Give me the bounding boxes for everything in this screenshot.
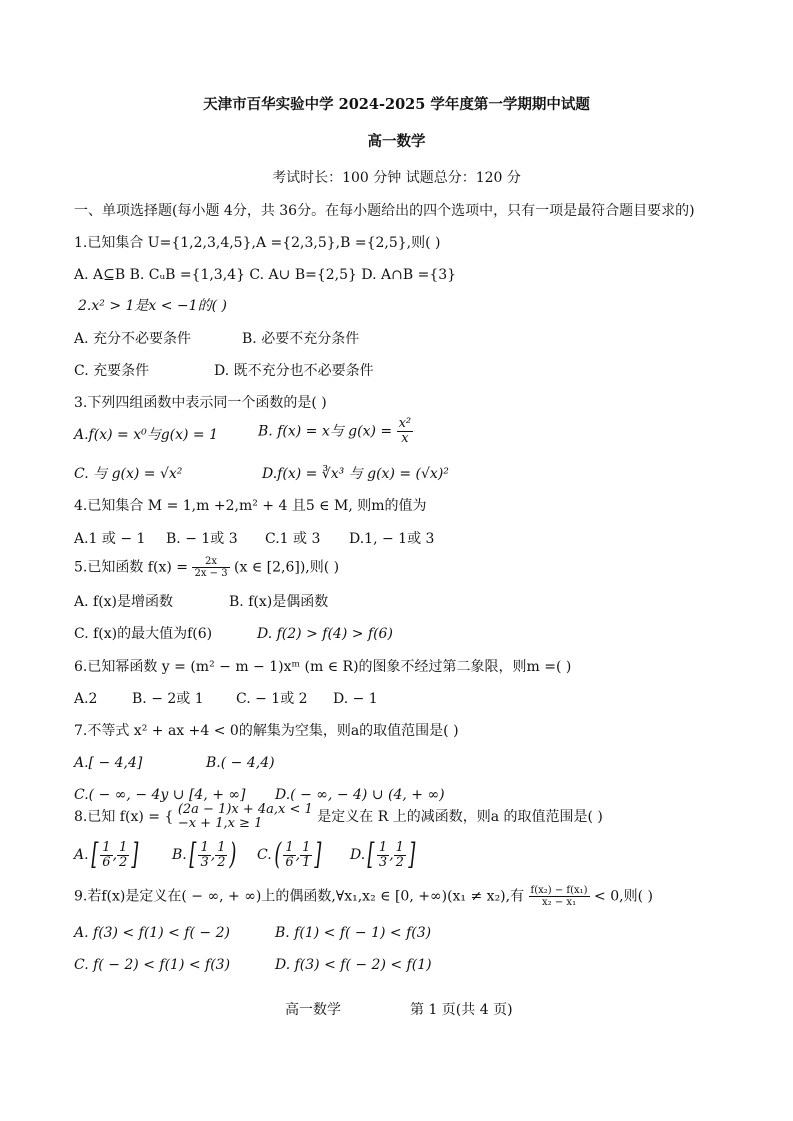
q8-option-b: B.[ $\frac{1}{3}$ , $\frac{1}{2}$ ) (172, 837, 237, 872)
q8-c-num1: 1 (285, 839, 294, 855)
q8-option-a-label: A. (74, 847, 89, 863)
q8-a-num2: 1 (119, 839, 128, 855)
q9-fraction-numerator: f(x₂) − f(x₁) (530, 885, 588, 896)
q8-c-num2: 1 (302, 839, 311, 855)
q2-option-d: D. 既不充分也不必要条件 (214, 363, 374, 379)
q6-option-b: B. − 2或 1 (132, 691, 204, 707)
q7-option-a: A.[ − 4,4] (74, 755, 143, 771)
q8-piecewise (178, 803, 313, 831)
q9-fraction (529, 885, 590, 908)
subject-title: 高一数学 (367, 133, 426, 150)
q8-c-den2: 1 (302, 854, 311, 870)
q8-stem (74, 803, 603, 831)
q4-stem: 4.已知集合 M = 1,m +2,m² + 4 且5 ∈ M, 则m的值为 (74, 498, 427, 514)
q5-option-d: D. f(2) > f(4) > f(6) (257, 626, 393, 642)
q3-option-a: A.f(x) = x⁰与g(x) = 1 (74, 427, 219, 443)
q8-option-d-label: D. (350, 847, 366, 863)
q9-option-c: C. f( − 2) < f(1) < f(3) (74, 957, 231, 973)
q1-stem: 1.已知集合 U={1,2,3,4,5},A ={2,3,5},B ={2,5},则( ) (74, 235, 441, 251)
q8-option-b-label: B. (172, 847, 187, 863)
q8-option-d: D.[ $\frac{1}{3}$ , $\frac{1}{2}$ ] (350, 837, 416, 872)
q8-a-num1: 1 (102, 839, 111, 855)
q6-stem: 6.已知幂函数 y = (m² − m − 1)xᵐ (m ∈ R)的图象不经过第二象限，则m =( ) (74, 659, 572, 675)
q8-d-num1: 1 (378, 839, 388, 855)
q4-option-d: D.1, − 1或 3 (349, 531, 435, 547)
q8-option-c: C.( $\frac{1}{6}$ , $\frac{1}{1}$ ] (257, 837, 322, 872)
q8-b-den1: 3 (200, 854, 209, 870)
q7-stem: 7.不等式 x² + ax +4 < 0的解集为空集，则a的取值范围是( ) (74, 723, 459, 739)
q3-option-b-text: B. f(x) = x与 g(x) = (258, 423, 393, 440)
q8-a-den2: 2 (119, 854, 128, 870)
q5-fraction-denominator: 2x − 3 (194, 568, 228, 579)
q3-option-c: C. 与 g(x) = √x² (74, 466, 183, 482)
footer-subject: 高一数学 (285, 1002, 341, 1018)
q5-fraction (192, 556, 229, 579)
q3-stem: 3.下列四组函数中表示同一个函数的是( ) (74, 395, 327, 411)
q5-stem-end: (x ∈ [2,6]),则( ) (234, 559, 340, 576)
q8-d-den2: 2 (395, 854, 404, 870)
q9-stem-start: 9.若f(x)是定义在( − ∞, + ∞)上的偶函数,∀x₁,x₂ ∈ [0, +∞)(x₁ ≠ x₂),有 (74, 888, 525, 905)
q8-option-a: A.[ $\frac{1}{6}$ , $\frac{1}{2}$ ] (74, 837, 139, 872)
q9-option-d: D. f(3) < f( − 2) < f(1) (275, 957, 432, 973)
q8-a-den1: 6 (102, 854, 111, 870)
q7-option-c: C.( − ∞, − 4y ∪ [4, + ∞] (74, 787, 246, 803)
q1-options: A. A⊆B B. CᵤB ={1,3,4} C. A∪ B={2,5} D. A∩B ={3} (74, 267, 457, 283)
q4-option-a: A.1 或 − 1 (74, 531, 146, 547)
q2-option-a: A. 充分不必要条件 (74, 331, 192, 347)
q7-option-d: D.( − ∞, − 4) ∪ (4, + ∞) (275, 787, 445, 803)
q8-piece-2: −x + 1,x ≥ 1 (177, 816, 263, 831)
q8-stem-end: 是定义在 R 上的减函数，则a 的取值范围是( ) (317, 809, 603, 825)
q6-option-c: C. − 1或 2 (236, 691, 308, 707)
section-heading: 一、单项选择题(每小题 4分，共 36分。在每小题给出的四个选项中，只有一项是最符合题目要求的) (74, 203, 695, 219)
q5-option-c: C. f(x)的最大值为f(6) (74, 626, 213, 642)
q2-stem: 2.x² > 1是x < −1的( ) (78, 298, 227, 314)
q8-d-num2: 1 (395, 839, 404, 855)
q5-option-a: A. f(x)是增函数 (74, 594, 174, 610)
q3-option-d: D.f(x) = ∛x³ 与 g(x) = (√x)² (262, 466, 449, 482)
footer-page-number: 第 1 页(共 4 页) (410, 1002, 513, 1018)
q9-stem (74, 885, 653, 908)
q8-piece-1: (2a − 1)x + 4a,x < 1 (177, 802, 313, 817)
q8-c-den1: 6 (285, 854, 294, 870)
q2-option-b: B. 必要不充分条件 (242, 331, 360, 347)
q4-option-c: C.1 或 3 (265, 531, 321, 547)
q5-option-b: B. f(x)是偶函数 (229, 594, 329, 610)
q3-fraction-numerator: x² (398, 416, 412, 431)
q8-b-den2: 2 (217, 854, 226, 870)
q9-stem-end: < 0,则( ) (594, 888, 653, 905)
q2-option-c: C. 充要条件 (74, 363, 150, 379)
q6-option-d: D. − 1 (333, 691, 378, 707)
q9-fraction-denominator: x₂ − x₁ (542, 897, 577, 908)
q6-option-a: A.2 (74, 691, 98, 707)
q3-option-b (258, 417, 413, 446)
q9-option-b: B. f(1) < f( − 1) < f(3) (275, 925, 432, 941)
q5-stem-start: 5.已知函数 f(x) = (74, 559, 188, 576)
q7-option-b: B.( − 4,4) (206, 755, 275, 771)
q3-fraction (397, 417, 414, 446)
q8-stem-start: 8.已知 f(x) = { (74, 809, 174, 825)
exam-info: 考试时长：100 分钟 试题总分：120 分 (272, 170, 521, 186)
q9-option-a: A. f(3) < f(1) < f( − 2) (74, 925, 230, 941)
q5-stem (74, 556, 339, 579)
q3-fraction-denominator: x (401, 431, 409, 446)
q8-option-c-label: C. (257, 847, 272, 863)
q4-option-b: B. − 1或 3 (166, 531, 238, 547)
q8-b-num1: 1 (200, 839, 209, 855)
q8-d-den1: 3 (378, 854, 388, 870)
exam-title: 天津市百华实验中学 2024-2025 学年度第一学期期中试题 (203, 96, 590, 113)
q8-b-num2: 1 (217, 839, 226, 855)
q5-fraction-numerator: 2x (192, 556, 229, 568)
